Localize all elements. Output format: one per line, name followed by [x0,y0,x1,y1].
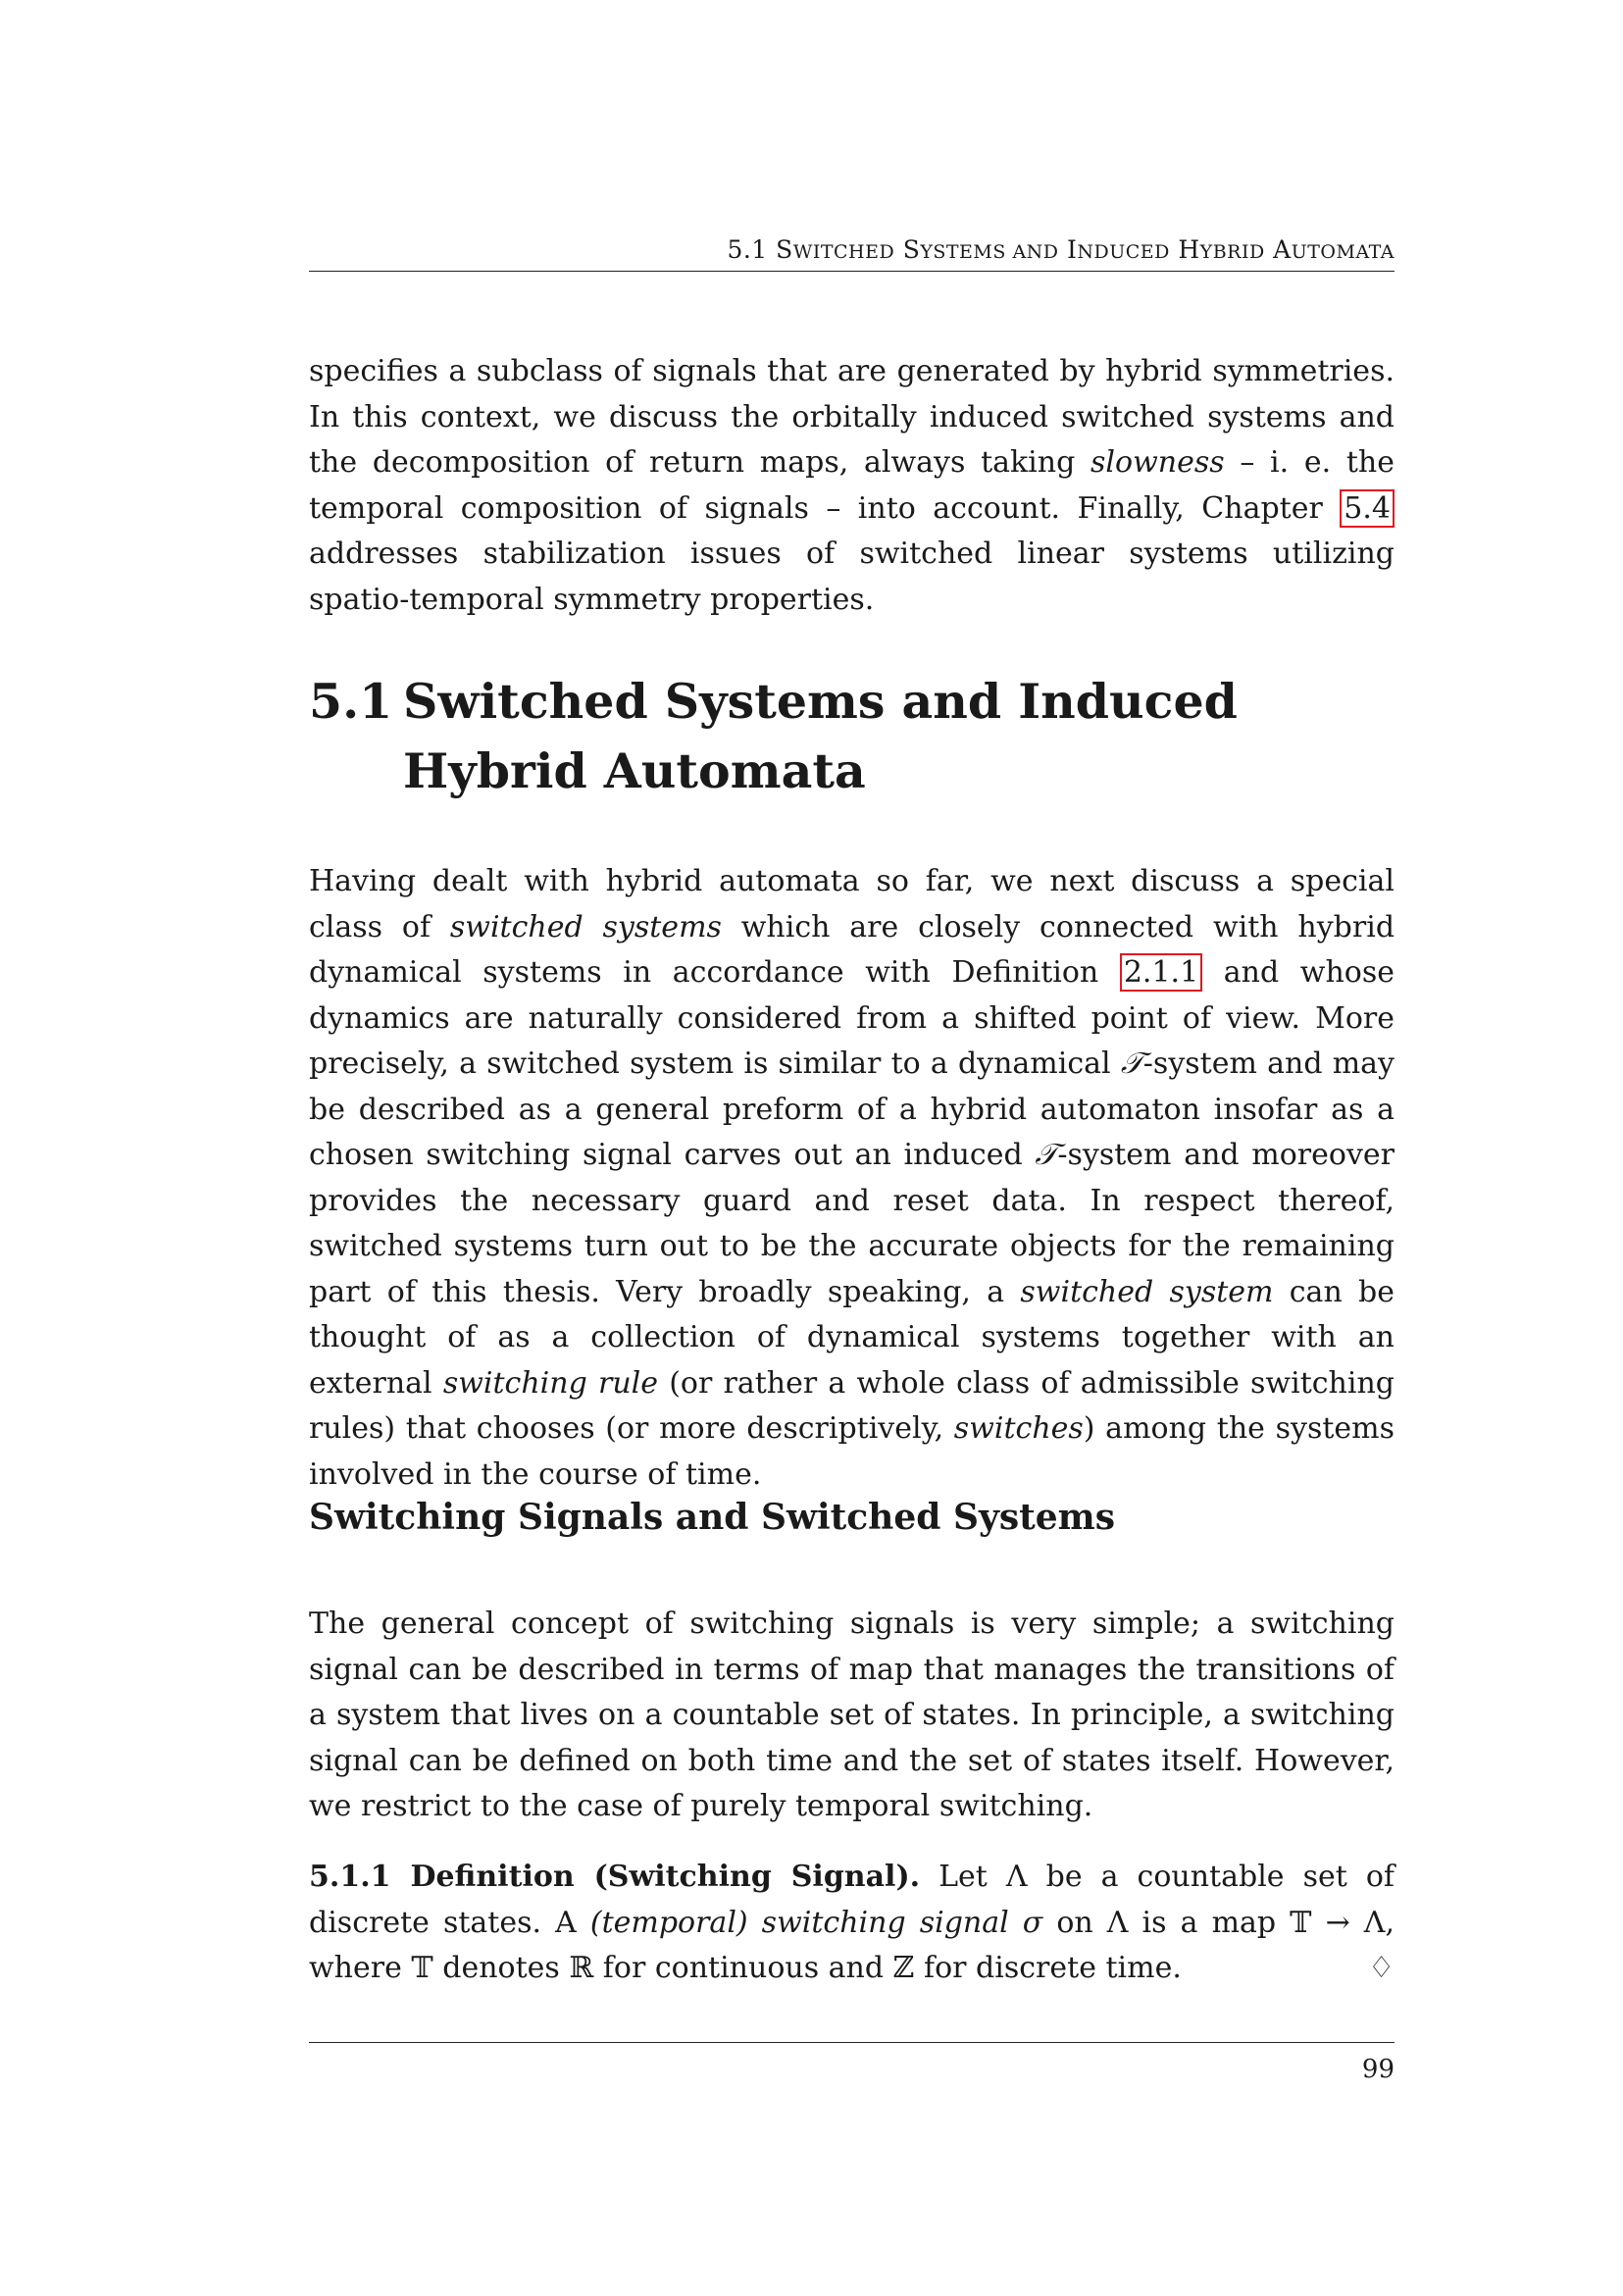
text-run: – i. e. the temporal composition of signals – into account. Finally, Chapter [309,445,1395,526]
text-run: -system and moreover provides the necessary guard and reset data. In respect thereof, switched systems turn out to be the accurate objects for the remaining part of this thesis. Very broadly speaking, a [309,1138,1395,1309]
running-header-word: UTOMATA [1291,241,1395,263]
emphasis-switched-system: switched system [1020,1274,1274,1309]
chapter-reference-link[interactable]: 5.4 [1340,489,1395,528]
emphasis-switches: switches [953,1411,1084,1446]
text-run: ) among the systems involved in the course of time. [309,1411,1395,1492]
text-run: (or rather a whole class of admissible switching rules) that chooses (or more descriptively, [309,1365,1395,1446]
section-paragraph [309,859,1395,1498]
end-of-definition-mark: ♢ [1368,1951,1395,1985]
running-header-word: S [902,235,921,264]
text-run: addresses stabilization issues of switched linear systems utilizing spatio-temporal symmetry properties. [309,536,1395,617]
emphasis-switched-systems: switched systems [449,909,722,944]
text-run: specifies a subclass of signals that are generated by hybrid symmetries. In this context, we discuss the orbitally induced switched systems and the decomposition of return maps, always taking [309,354,1395,480]
header-rule [309,271,1395,272]
running-header-word: WITCHED [792,241,895,263]
running-header-word: I [1066,235,1078,264]
section-number: 5.1 [309,673,393,730]
script-t-symbol: 𝒯 [1035,1138,1058,1172]
emphasis-switching-rule: switching rule [442,1365,659,1401]
running-header [727,235,1395,264]
text-run: which are closely connected with hybrid dynamical systems in accordance with Definition [309,909,1395,990]
definition-block [309,1855,1395,1992]
running-header-word: YBRID [1199,241,1265,263]
text-run: can be thought of as a collection of dynamical systems together with an external [309,1274,1395,1401]
text-run: on Λ is a map 𝕋 → Λ, where 𝕋 denotes ℝ for continuous and ℤ for discrete time. [309,1905,1395,1985]
definition-label: 5.1.1 Definition (Switching Signal). [309,1860,921,1894]
running-header-section-number: 5.1 [727,235,768,264]
emphasis-slowness: slowness [1090,445,1225,480]
text-run: and whose dynamics are naturally considered from a shifted point of view. More precisely, a switched system is similar to a dynamical [309,955,1395,1081]
emphasis-switching-signal: (temporal) switching signal σ [589,1905,1043,1940]
running-header-word: S [776,235,793,264]
script-t-symbol: 𝒯 [1120,1046,1143,1081]
running-header-word: YSTEMS AND [920,241,1059,263]
footer-rule [309,2042,1395,2043]
text-run: -system and may be described as a general preform of a hybrid automaton insofar as a chosen switching signal carves out an induced [309,1046,1395,1172]
definition-reference-link[interactable]: 2.1.1 [1120,953,1202,992]
subsection-paragraph: The general concept of switching signals is very simple; a switching signal can be described in terms of map that manages the transitions of a system that lives on a countable set of states. In principle, a switching signal can be defined on both time and the set of states itself. However, we restrict to the case of purely temporal switching. [309,1607,1395,1823]
text-run: Let Λ be a countable set of discrete states. A [309,1860,1395,1940]
running-header-word: H [1178,235,1200,264]
text-run: Having dealt with hybrid automata so far, we next discuss a special class of [309,864,1395,944]
running-header-word: A [1273,235,1292,264]
intro-paragraph [309,349,1395,623]
page-number: 99 [1361,2055,1395,2084]
section-heading [309,667,1395,806]
section-title-text: Switched Systems and Induced Hybrid Automata [403,673,1238,799]
subsection-heading: Switching Signals and Switched Systems [309,1497,1116,1538]
running-header-word: NDUCED [1077,241,1170,263]
